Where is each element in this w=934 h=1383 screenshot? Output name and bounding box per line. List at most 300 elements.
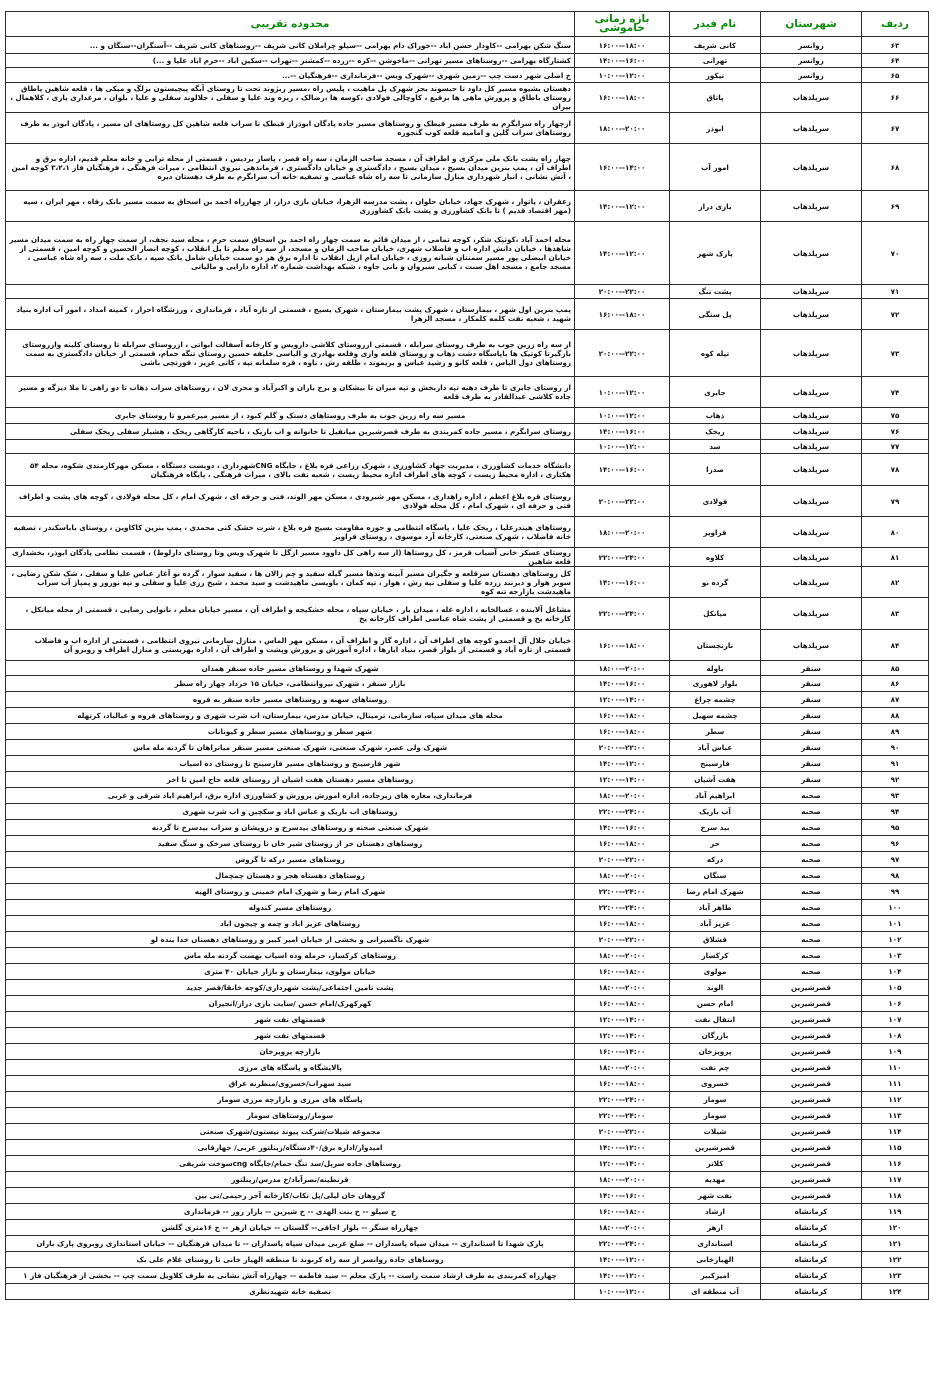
row-number: ۱۰۸ <box>862 1028 929 1044</box>
feeder-cell: پل سنگی <box>670 299 761 330</box>
city-cell: سنقر <box>761 708 862 724</box>
outage-time-cell: ۲۲:۰۰--۲۴:۰۰ <box>575 1108 670 1124</box>
city-cell: صحنه <box>761 916 862 932</box>
feeder-cell: درکه <box>670 852 761 868</box>
area-cell: پمپ بنزین اول شهر ، بیمارستان ، شهرک پشت بیمارستان ، شهرک بسیج ، قسمتی از تازه آباد ، فرمانداری ، ورزشگاه احرار ، کمیته امداد ، امور آب اداره بنیاد شهید ، شعبه نفت کلمه کلمکار ، مسجد الزهرا <box>6 299 575 330</box>
table-row <box>6 1236 929 1252</box>
table-row <box>6 772 929 788</box>
area-cell: بازارچه پرویزخان <box>6 1044 575 1060</box>
area-cell: چهارراه سنگر -- بلوار اجاقی-- گلستان -- خیابان ازهر -- خ ۱۶متری گلشن <box>6 1220 575 1236</box>
row-number: ۷۷ <box>862 440 929 454</box>
city-cell: کرمانشاه <box>761 1220 862 1236</box>
outage-time-cell: ۱۰:۰۰--۱۲:۰۰ <box>575 68 670 83</box>
row-number: ۱۱۲ <box>862 1092 929 1108</box>
area-cell: مسیر سه راه زرین جوب به طرف روستاهای دستک و گلم کبود ، از مسیر میرعمرو تا روستای جابری <box>6 408 575 424</box>
feeder-cell: بازی دراز <box>670 191 761 222</box>
outage-time-cell: ۱۸:۰۰--۲۰:۰۰ <box>575 1060 670 1076</box>
table-row <box>6 548 929 567</box>
row-number: ۱۲۳ <box>862 1268 929 1284</box>
outage-time-cell: ۱۶:۰۰--۱۸:۰۰ <box>575 724 670 740</box>
outage-time-cell: ۲۰:۰۰--۲۲:۰۰ <box>575 285 670 299</box>
city-cell: صحنه <box>761 804 862 820</box>
area-cell: مشاغل آلاینده ، غسالخانه ، اداره غله ، میدان بار ، خیابان سپاه ، محله خشکیجه و اطراف آن ، مسیر خیابان معلم ، نانوایی رضایی ، قسمتی از محله میانکل ، کارخانه یخ و قسمتی از پشت شاه عباسی اطراف کارخانه یخ <box>6 598 575 630</box>
table-row <box>6 916 929 932</box>
city-cell: روانسر <box>761 54 862 68</box>
outage-time-cell: ۱۲:۰۰--۱۴:۰۰ <box>575 692 670 708</box>
city-cell: کرمانشاه <box>761 1268 862 1284</box>
city-cell: صحنه <box>761 836 862 852</box>
row-number: ۶۸ <box>862 144 929 191</box>
feeder-cell: پرویزخان <box>670 1044 761 1060</box>
outage-time-cell: ۲۰:۰۰--۲۲:۰۰ <box>575 852 670 868</box>
area-cell: چهار راه پشت بانک ملی مرکزی و اطراف آن ، مسجد صاحب الزمان ، سه راه قصر ، پاسار بردیس ، قسمتی از محله ترابی و خانه معلم قدیم، اداره برق و اطراف آن ، پمپ بنزین میدان بسیج ، میدان بسیج ، دادگستری و خیابان دادگستری ، فرماندهی نیروی انتظامی ، میراث فرهنگی ، فرهنگیان فاز ۳،۲،۱ کوچه امین ، آتش نشانی ، انبار شهرداری منازل سازمانی تا سه راه شاه عباسی و تصفیه خانه آب سرابگرم به طرف دهستان دیره <box>6 144 575 191</box>
row-number: ۱۰۰ <box>862 900 929 916</box>
header-radif: ردیف <box>862 12 929 37</box>
outage-time-cell: ۱۸:۰۰--۲۰:۰۰ <box>575 1172 670 1188</box>
city-cell: سرپلذهاب <box>761 486 862 517</box>
feeder-cell: استانداری <box>670 1236 761 1252</box>
row-number: ۱۰۵ <box>862 980 929 996</box>
feeder-cell: طاهر آباد <box>670 900 761 916</box>
area-cell <box>6 440 575 454</box>
city-cell: سرپلذهاب <box>761 113 862 144</box>
city-cell: صحنه <box>761 900 862 916</box>
feeder-cell: ابوذر <box>670 113 761 144</box>
feeder-cell: سد <box>670 440 761 454</box>
table-row <box>6 900 929 916</box>
area-cell: شهر سطر و روستاهای مسیر سطر و کیونانات <box>6 724 575 740</box>
area-cell: روستای قره بلاغ اعظم ، اداره راهداری ، مسکن مهر شیرودی ، مسکن مهر الوند، فنی و حرفه ای ، شهرک امام ، کل محله فولادی ، کوچه های پشت و اطراف فنی و حرفه ای ، شهرک امام ، کل محله فولادی <box>6 486 575 517</box>
city-cell: کرمانشاه <box>761 1204 862 1220</box>
row-number: ۱۰۳ <box>862 948 929 964</box>
row-number: ۱۱۶ <box>862 1156 929 1172</box>
table-row <box>6 285 929 299</box>
feeder-cell: شیلات <box>670 1124 761 1140</box>
header-city: شهرستان <box>761 12 862 37</box>
area-cell: پاسگاه های مرزی و بازارچه مرزی سومار <box>6 1092 575 1108</box>
outage-time-cell: ۱۴:۰۰--۱۲:۰۰ <box>575 1140 670 1156</box>
row-number: ۸۴ <box>862 630 929 661</box>
table-row <box>6 676 929 692</box>
table-row <box>6 191 929 222</box>
city-cell: سرپلذهاب <box>761 191 862 222</box>
table-row <box>6 1156 929 1172</box>
area-cell: مجموعه شیلات/شرکت پیوند نیستون/شهرک صنعتی <box>6 1124 575 1140</box>
city-cell: سرپلذهاب <box>761 299 862 330</box>
feeder-cell: ریخک <box>670 424 761 440</box>
row-number: ۱۱۴ <box>862 1124 929 1140</box>
row-number: ۱۱۹ <box>862 1204 929 1220</box>
feeder-cell: گرده نو <box>670 567 761 598</box>
area-cell: روستاهای دهستان حر از روستای شیر خان تا روستای سرخک و سنگ سفید <box>6 836 575 852</box>
area-cell: کل روستاهای دهستان سرقلعه و جگیران مسیر آبینه وندها مسیر گیله سفید و چم زالان ها ، سفید سوار ، گرده نو آغاز عباس علیا و سفلی ، شک شکن رضایی ، سوبر هوار و دبرنند زرده علیا و سفلی نیه رش ، هوار ، تپه کمان ، باویسی ماهیدشت و سید محمد ، شیخ رزی علیا و سفلی و تپه نوروز و پمپاژ آب سراب ماهیدشت بازارجه تنه کوه <box>6 567 575 598</box>
row-number: ۹۸ <box>862 868 929 884</box>
outage-time-cell: ۱۶:۰۰--۱۸:۰۰ <box>575 299 670 330</box>
city-cell: صحنه <box>761 820 862 836</box>
row-number: ۷۸ <box>862 454 929 486</box>
outage-time-cell: ۱۸:۰۰--۲۰:۰۰ <box>575 980 670 996</box>
row-number: ۱۱۷ <box>862 1172 929 1188</box>
area-cell: شهر فارسینج و روستاهای مسیر فارسینج تا روستای ده اسیاب <box>6 756 575 772</box>
area-cell: چهارراه کمربندی به طرف ارشاد سمت راست -- پارک معلم -- سید فاطمه -- چهارراه آتش نشانی به طرف کلاویل سمت چپ -- بخشی از فرهنگیان فاز ۱ <box>6 1268 575 1284</box>
outage-time-cell: ۱۴:۰۰--۱۲:۰۰ <box>575 1252 670 1268</box>
city-cell: صحنه <box>761 884 862 900</box>
row-number: ۸۹ <box>862 724 929 740</box>
feeder-cell: صدرا <box>670 454 761 486</box>
table-row <box>6 330 929 377</box>
outage-time-cell: ۱۰:۰۰--۱۲:۰۰ <box>575 440 670 454</box>
row-number: ۷۴ <box>862 377 929 408</box>
row-number: ۹۳ <box>862 788 929 804</box>
row-number: ۸۳ <box>862 598 929 630</box>
row-number: ۱۰۱ <box>862 916 929 932</box>
table-row <box>6 83 929 113</box>
outage-time-cell: ۱۶:۰۰--۱۸:۰۰ <box>575 630 670 661</box>
area-cell: خیابان جلال آل احمدو کوچه های اطراف آن ، اداره گاز و اطراف آن ، مسکن مهر الماس ، منازل سازمانی نیروی انتظامی ، قسمتی از اداره اب و فاضلاب قسمتی از تازه آباد و قسمتی از بلوار قصر، بنیاد ابارها ، اداره آموزش و پرورش وپشت و اطراف آن ، اداره بهزیستی و منازل اطراف و روبرو آن <box>6 630 575 661</box>
table-row <box>6 852 929 868</box>
outage-time-cell: ۱۴:۰۰--۱۶:۰۰ <box>575 454 670 486</box>
table-row <box>6 424 929 440</box>
area-cell: دانشگاه خدمات کشاورزی ، مدیریت جهاد کشاورزی ، شهرک رزاعی فره بلاغ ، جایگاه CNGشهرداری ، دویست دستگاه ، مسکن مهرکارمندی شکوه، محله ۵۴ هکتاری ، اداره محیط زیست ، کوچه های اطراف اداره محیط زیست ، شعبه نفت بالای ، میراث فرهنگی ، پایگاه فرهنگیان <box>6 454 575 486</box>
row-number: ۱۱۳ <box>862 1108 929 1124</box>
area-cell: روستاهای اب باریک و عباس اباد و سکچین و اب شرب شهری <box>6 804 575 820</box>
table-row <box>6 1140 929 1156</box>
outage-time-cell: ۱۶:۰۰--۱۸:۰۰ <box>575 836 670 852</box>
outage-time-cell: ۱۶:۰۰--۱۸:۰۰ <box>575 964 670 980</box>
area-cell: محله های میدان سپاه، سازمانی، ترمینال، خیابان مدرس، بیمارستان، اب شرب شهری و روستاهای فروه و عبالباد، کرتهله <box>6 708 575 724</box>
table-row <box>6 996 929 1012</box>
table-row <box>6 37 929 54</box>
outage-time-cell: ۱۶:۰۰--۱۸:۰۰ <box>575 1204 670 1220</box>
feeder-cell: تپله کوه <box>670 330 761 377</box>
area-cell: از سه راه زرین جوب به طرف روستای سرابله ، قسمتی ازروستای کلاشی دارویس و کارخانه آسفالت ابواتی ، ازروستای سرابله تا روستای کلینه وازروستای بازگیرتا کوتیک ها باپاسگاه دشت ذهاب و روستای قلعه وازی وقلعه بهادری و الیاسی خلیفه حسین روستای تنگه حمام، قسمتی از خیابان دادگستری به سمت روستاهای دول الیاس ، قلعه کانو و رشید عباس و بریموند ، طلقه رش ، ناوه ، قره سلمانه تپه ، کانی عزیز ، قورتچی باشی <box>6 330 575 377</box>
feeder-cell: کانی شریف <box>670 37 761 54</box>
feeder-cell: پارک شهر <box>670 222 761 285</box>
feeder-cell: فارسینج <box>670 756 761 772</box>
row-number: ۶۶ <box>862 83 929 113</box>
row-number: ۸۱ <box>862 548 929 567</box>
table-body <box>6 37 929 1300</box>
table-row <box>6 377 929 408</box>
outage-time-cell: ۲۰:۰۰--۲۲:۰۰ <box>575 1124 670 1140</box>
feeder-cell: الوند <box>670 980 761 996</box>
row-number: ۱۰۶ <box>862 996 929 1012</box>
row-number: ۷۳ <box>862 330 929 377</box>
area-cell: روستاهای مسیر دهستان هفت اشیان از روستای قلعه حاج امین تا اخر <box>6 772 575 788</box>
outage-time-cell: ۱۶:۰۰--۱۸:۰۰ <box>575 1076 670 1092</box>
outage-time-cell: ۲۲:۰۰--۲۴:۰۰ <box>575 598 670 630</box>
outage-time-cell: ۲۲:۰۰--۲۴:۰۰ <box>575 884 670 900</box>
outage-time-cell: ۲۲:۰۰--۲۴:۰۰ <box>575 548 670 567</box>
table-row <box>6 144 929 191</box>
feeder-cell: ابراهیم آباد <box>670 788 761 804</box>
feeder-cell: انتقال نفت <box>670 1012 761 1028</box>
table-row <box>6 1012 929 1028</box>
row-number: ۸۶ <box>862 676 929 692</box>
feeder-cell: نفت شهر <box>670 1188 761 1204</box>
feeder-cell: قشلاق <box>670 932 761 948</box>
row-number: ۱۲۴ <box>862 1284 929 1300</box>
outage-time-cell: ۱۶:۰۰--۱۸:۰۰ <box>575 83 670 113</box>
outage-time-cell: ۱۴:۰۰--۱۲:۰۰ <box>575 191 670 222</box>
outage-time-cell: ۱۶:۰۰--۱۸:۰۰ <box>575 37 670 54</box>
row-number: ۷۱ <box>862 285 929 299</box>
city-cell: سرپلذهاب <box>761 424 862 440</box>
area-cell: فرمانداری، مغازه های زیرجاده، اداره اموزش پرورش و کشاورزی اداره برق، ابراهیم اباد شرقی و غربی <box>6 788 575 804</box>
row-number: ۹۰ <box>862 740 929 756</box>
table-row <box>6 598 929 630</box>
city-cell: صحنه <box>761 868 862 884</box>
row-number: ۷۶ <box>862 424 929 440</box>
city-cell: صحنه <box>761 948 862 964</box>
city-cell: قصرشیرین <box>761 1188 862 1204</box>
feeder-cell: سومار <box>670 1108 761 1124</box>
city-cell: صحنه <box>761 964 862 980</box>
table-row <box>6 113 929 144</box>
table-row <box>6 1076 929 1092</box>
outage-time-cell: ۱۶:۰۰--۱۸:۰۰ <box>575 996 670 1012</box>
row-number: ۸۷ <box>862 692 929 708</box>
table-row <box>6 724 929 740</box>
city-cell: سرپلذهاب <box>761 222 862 285</box>
outage-time-cell: ۲۰:۰۰--۲۲:۰۰ <box>575 486 670 517</box>
row-number: ۹۹ <box>862 884 929 900</box>
row-number: ۱۱۸ <box>862 1188 929 1204</box>
table-row <box>6 740 929 756</box>
outage-time-cell: ۱۴:۰۰--۱۶:۰۰ <box>575 424 670 440</box>
row-number: ۷۰ <box>862 222 929 285</box>
feeder-cell: قصرشیرین <box>670 1140 761 1156</box>
row-number: ۹۴ <box>862 804 929 820</box>
city-cell: قصرشیرین <box>761 1108 862 1124</box>
outage-time-cell: ۲۲:۰۰--۲۴:۰۰ <box>575 1236 670 1252</box>
city-cell: قصرشیرین <box>761 980 862 996</box>
outage-time-cell: ۱۲:۰۰--۱۴:۰۰ <box>575 1012 670 1028</box>
area-cell: شهرک امام رضا و شهرک امام خمینی و روستای الهیه <box>6 884 575 900</box>
outage-time-cell: ۱۴:۰۰--۱۶:۰۰ <box>575 567 670 598</box>
row-number: ۹۱ <box>862 756 929 772</box>
table-row <box>6 1204 929 1220</box>
city-cell: سرپلذهاب <box>761 567 862 598</box>
feeder-cell: تیکور <box>670 68 761 83</box>
outage-time-cell: ۱۴:۰۰--۱۲:۰۰ <box>575 1268 670 1284</box>
city-cell: سنقر <box>761 724 862 740</box>
feeder-cell: ذهاب <box>670 408 761 424</box>
city-cell: سرپلذهاب <box>761 408 862 424</box>
feeder-cell: آب منطقه ای <box>670 1284 761 1300</box>
table-row <box>6 1044 929 1060</box>
area-cell: روستاهای جاده سرپل/سد تنگ حمام/جایگاه cngسوخت شریفی <box>6 1156 575 1172</box>
table-row <box>6 788 929 804</box>
outage-time-cell: ۱۶:۰۰--۱۸:۰۰ <box>575 708 670 724</box>
row-number: ۸۰ <box>862 517 929 548</box>
city-cell: سرپلذهاب <box>761 598 862 630</box>
city-cell: سنقر <box>761 772 862 788</box>
feeder-cell: فولادی <box>670 486 761 517</box>
header-area: محدوده تقریبی <box>6 12 575 37</box>
area-cell: قسمتهای نفت شهر <box>6 1012 575 1028</box>
table-row <box>6 1220 929 1236</box>
feeder-cell: الهیارخانی <box>670 1252 761 1268</box>
outage-time-cell: ۱۴:۰۰--۱۲:۰۰ <box>575 222 670 285</box>
feeder-cell: ازهر <box>670 1220 761 1236</box>
area-cell: قسمتهای نفت شهر <box>6 1028 575 1044</box>
row-number: ۱۰۴ <box>862 964 929 980</box>
area-cell: پشت تامین اجتماعی/پشت شهرداری/کوچه خانقا/قصر جدید <box>6 980 575 996</box>
outage-time-cell: ۱۲:۰۰--۱۴:۰۰ <box>575 1028 670 1044</box>
feeder-cell: بید سرخ <box>670 820 761 836</box>
row-number: ۱۰۷ <box>862 1012 929 1028</box>
area-cell: شهرک شهدا و روستاهای مسیر جاده سنقر همدان <box>6 661 575 676</box>
header-feeder: نام فیدر <box>670 12 761 37</box>
area-cell: روستاهای دهستاه هجر و دهستان چمچمال <box>6 868 575 884</box>
area-cell: شهرک ولی عصر، شهرک صنعتی، شهرک صنعتی مسیر سنقر میانراهان تا گردنه مله ماس <box>6 740 575 756</box>
table-row <box>6 868 929 884</box>
area-cell: کهرکهرک/امام حسن /سایت بازی دراز/انجیران <box>6 996 575 1012</box>
area-cell: شهرک صنعتی صحنه و روستاهای بیدسرخ و درویشان و سراب بیدسرخ تا گردنه <box>6 820 575 836</box>
city-cell: سرپلذهاب <box>761 454 862 486</box>
outage-time-cell: ۱۴:۰۰--۱۶:۰۰ <box>575 820 670 836</box>
feeder-cell: سنگان <box>670 868 761 884</box>
outage-time-cell: ۱۰:۰۰--۱۲:۰۰ <box>575 408 670 424</box>
table-row <box>6 1172 929 1188</box>
row-number: ۹۶ <box>862 836 929 852</box>
row-number: ۱۱۰ <box>862 1060 929 1076</box>
outage-time-cell: ۱۰:۰۰--۱۲:۰۰ <box>575 377 670 408</box>
row-number: ۱۰۲ <box>862 932 929 948</box>
city-cell: روانسر <box>761 68 862 83</box>
table-row <box>6 1284 929 1300</box>
row-number: ۹۲ <box>862 772 929 788</box>
city-cell: سرپلذهاب <box>761 285 862 299</box>
row-number: ۶۵ <box>862 68 929 83</box>
feeder-cell: امیرکبیر <box>670 1268 761 1284</box>
outage-time-cell: ۱۴:۰۰--۱۲:۰۰ <box>575 756 670 772</box>
table-row <box>6 1028 929 1044</box>
outage-time-cell: ۱۸:۰۰--۲۰:۰۰ <box>575 113 670 144</box>
table-row <box>6 567 929 598</box>
row-number: ۶۳ <box>862 37 929 54</box>
city-cell: قصرشیرین <box>761 1012 862 1028</box>
outage-time-cell: ۲۰:۰۰--۲۲:۰۰ <box>575 932 670 948</box>
outage-time-cell: ۱۸:۰۰--۲۰:۰۰ <box>575 661 670 676</box>
row-number: ۹۵ <box>862 820 929 836</box>
outage-time-cell: ۱۴:۰۰--۱۶:۰۰ <box>575 54 670 68</box>
table-row <box>6 964 929 980</box>
area-cell: روستای سرابگرم ، مسیر جاده کمربندی به طرف قصرشیرین میانقیل تا خانوانه و اب باریک ، ناحیه کارگاهی ریخک ، هشیلر سفلی ریخک سفلی <box>6 424 575 440</box>
city-cell: قصرشیرین <box>761 1140 862 1156</box>
row-number: ۶۴ <box>862 54 929 68</box>
table-row <box>6 408 929 424</box>
city-cell: قصرشیرین <box>761 1076 862 1092</box>
feeder-cell: پاتاق <box>670 83 761 113</box>
city-cell: کرمانشاه <box>761 1236 862 1252</box>
city-cell: سنقر <box>761 740 862 756</box>
feeder-cell: حر <box>670 836 761 852</box>
feeder-cell: جابری <box>670 377 761 408</box>
city-cell: صحنه <box>761 932 862 948</box>
area-cell: سومار/روستاهای سومار <box>6 1108 575 1124</box>
row-number: ۱۲۰ <box>862 1220 929 1236</box>
city-cell: روانسر <box>761 37 862 54</box>
table-row <box>6 1124 929 1140</box>
table-row <box>6 1108 929 1124</box>
feeder-cell: سطر <box>670 724 761 740</box>
feeder-cell: میانکل <box>670 598 761 630</box>
feeder-cell: چشمه سهیل <box>670 708 761 724</box>
area-cell: امیدوار/اداره برق/۴۰دستگاه/زینلتور غربی/ جهارقابی <box>6 1140 575 1156</box>
table-row <box>6 299 929 330</box>
area-cell <box>6 285 575 299</box>
area-cell: سنگ شکن بهرامی --کاودار حسن اباد --خوراک دام بهرامی --سیلو چراملان کانی شریف --روستاهای کانی شریف --آسنگران--سنگان و ... <box>6 37 575 54</box>
feeder-cell: چشمه چراغ <box>670 692 761 708</box>
city-cell: سرپلذهاب <box>761 517 862 548</box>
table-row <box>6 222 929 285</box>
table-row <box>6 708 929 724</box>
city-cell: قصرشیرین <box>761 1060 862 1076</box>
outage-time-cell: ۱۸:۰۰--۲۰:۰۰ <box>575 868 670 884</box>
table-row <box>6 692 929 708</box>
city-cell: سرپلذهاب <box>761 630 862 661</box>
feeder-cell: مهدیه <box>670 1172 761 1188</box>
feeder-cell: نارنجستان <box>670 630 761 661</box>
feeder-cell: تهرانی <box>670 54 761 68</box>
feeder-cell: کلاوه <box>670 548 761 567</box>
area-cell: روستاهای سهنه و روستاهای مسیر جاده سنقر به قروه <box>6 692 575 708</box>
feeder-cell: هفت آشیان <box>670 772 761 788</box>
city-cell: قصرشیرین <box>761 1156 862 1172</box>
area-cell: گروهان خان لیلی/پل تکاب/کارخانه آجر رحیمی/نی بین <box>6 1188 575 1204</box>
outage-time-cell: ۱۸:۰۰--۲۰:۰۰ <box>575 517 670 548</box>
area-cell: پالایشگاه و پاسگاه های مرزی <box>6 1060 575 1076</box>
row-number: ۱۲۱ <box>862 1236 929 1252</box>
row-number: ۶۷ <box>862 113 929 144</box>
feeder-cell: امور آب <box>670 144 761 191</box>
row-number: ۹۷ <box>862 852 929 868</box>
feeder-cell: سومار <box>670 1092 761 1108</box>
table-row <box>6 630 929 661</box>
outage-time-cell: ۱۲:۰۰--۱۴:۰۰ <box>575 772 670 788</box>
table-row <box>6 756 929 772</box>
outage-time-cell: ۱۲:۰۰--۱۴:۰۰ <box>575 1156 670 1172</box>
area-cell: روستاهای کرکسار، حرمله وده اسیاب بهست گردنه مله ماس <box>6 948 575 964</box>
feeder-cell: شهرک امام رضا <box>670 884 761 900</box>
area-cell: خ اصلی شهر دست چپ --زمین شهری --شهرک ویس --فرمانداری --فرهنگیان --... <box>6 68 575 83</box>
header-row <box>6 12 929 37</box>
city-cell: سنقر <box>761 756 862 772</box>
row-number: ۷۹ <box>862 486 929 517</box>
feeder-cell: بازرگان <box>670 1028 761 1044</box>
table-row <box>6 1060 929 1076</box>
table-row <box>6 517 929 548</box>
area-cell: روستاهای مسیر کندوله <box>6 900 575 916</box>
area-cell: زعفران ، پاتوار ، شهرک جهاد، خیابان حلوان ، پشت مدرسه الزهرا، خیابان بازی دراز، از چهارراه احمد بن اسحاق به سمت مسیر بانک رفاه ، مهر ایران ، سپه (مهر اقتصاد قدیم ) تا بانک کشاورزی و پشت بانک کشاورزی <box>6 191 575 222</box>
area-cell: روستاهای جاده روانسر از سه راه کرنوند تا منطقه الهیار خانی تا روستای غلام علی بک <box>6 1252 575 1268</box>
area-cell: بازار سنقر ، شهرک نیروانتظامی، خیابان ۱۵ خرداد چهار راه سطر <box>6 676 575 692</box>
city-cell: سنقر <box>761 661 862 676</box>
area-cell: خیابان مولوی، بیمارستان و بازار خیابان ۴۰ متری <box>6 964 575 980</box>
city-cell: قصرشیرین <box>761 1044 862 1060</box>
city-cell: سرپلذهاب <box>761 144 862 191</box>
outage-time-cell: ۲۰:۰۰--۲۲:۰۰ <box>575 740 670 756</box>
outage-time-cell: ۲۲:۰۰--۲۴:۰۰ <box>575 900 670 916</box>
area-cell: ازچهار راه سرابگرم به طرف مسیر قیطک و روستاهای مسیر جاده پادگان ابوذراز قیطک تا سراب قلعه شاهین کل روستاهای ان مسیر ، پادگان ابوذر به طرف روستاهای سراب گلین و امامیه قلعه کوب گنجوره <box>6 113 575 144</box>
feeder-cell: قراویز <box>670 517 761 548</box>
outage-time-cell: ۱۰:۰۰--۱۲:۰۰ <box>575 1284 670 1300</box>
feeder-cell: آب باریک <box>670 804 761 820</box>
city-cell: سنقر <box>761 676 862 692</box>
city-cell: صحنه <box>761 852 862 868</box>
